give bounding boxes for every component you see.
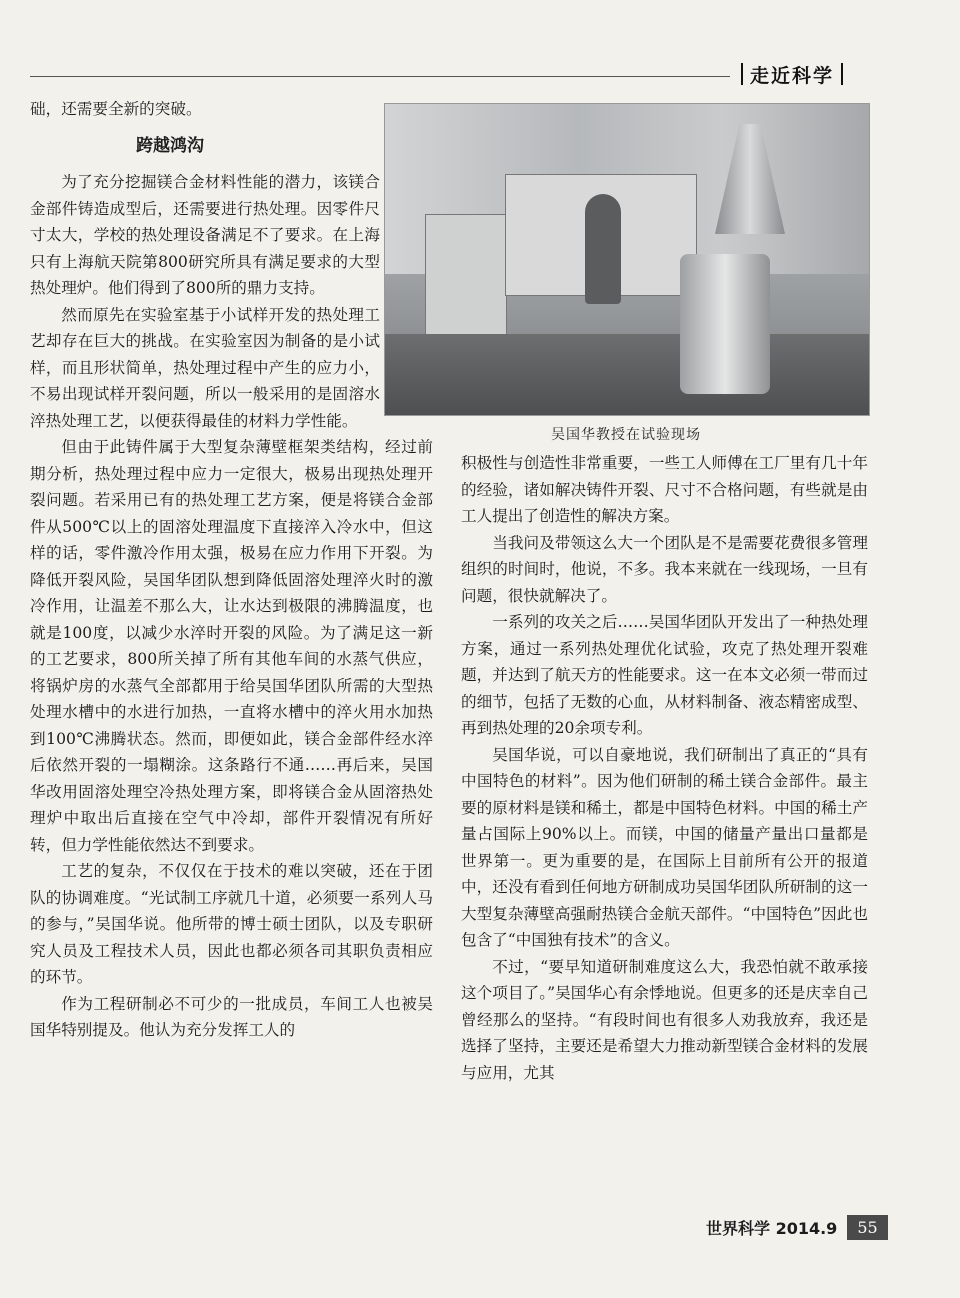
page-number: 55 bbox=[847, 1215, 887, 1240]
tag-bar-left bbox=[741, 63, 743, 85]
magazine-issue: 世界科学 2014.9 bbox=[706, 1218, 838, 1238]
lab-photo bbox=[384, 103, 870, 416]
paragraph: 当我问及带领这么大一个团队是不是需要花费很多管理组织的时间时，他说，不多。我本来就在一线现场，一旦有问题，很快就解决了。 bbox=[461, 533, 868, 605]
page-footer bbox=[706, 1212, 888, 1242]
paragraph: 不过，“要早知道研制难度这么大，我恐怕就不敢承接这个项目了。”吴国华心有余悸地说。但更多的还是庆幸自己曾经那么的坚持。“有段时间也有很多人劝我放弃，我还是选择了坚持，主要还是希望大力推动新型镁合金材料的发展与应用，尤其 bbox=[461, 957, 868, 1082]
paragraph: 但由于此铸件属于大型复杂薄壁框架类结构，经过前期分析，热处理过程中应力一定很大，极易出现热处理开裂问题。若采用已有的热处理工艺方案，便是将镁合金部件从500℃以上的固溶处理温度下直接淬入冷水中，但这样的话，零件激冷作用太强，极易在应力作用下开裂。为降低开裂风险，吴国华团队想到降低固溶处理淬火时的激冷作用，让温差不那么大，让水达到极限的沸腾温度，也就是100度，以减少水淬时开裂的风险。为了满足这一新的工艺要求，800所关掉了所有其他车间的水蒸气供应，将锅炉房的水蒸气全部都用于给吴国华团队所需的大型热处理水槽中的水进行加热，一直将水槽中的淬火用水加热到100℃沸腾状态。然而，即便如此，镁合金部件经水淬后依然开裂的一塌糊涂。这条路行不通……再后来，吴国华改用固溶处理空冷热处理方案，即将镁合金从固溶热处理炉中取出后直接在空气中冷却，部件开裂情况有所好转，但力学性能依然达不到要求。 bbox=[30, 438, 433, 854]
continuation-paragraph: 积极性与创造性非常重要，一些工人师傅在工厂里有几十年的经验，诸如解决铸件开裂、尺寸不合格问题，有些就是由工人提出了创造性的解决方案。 bbox=[461, 454, 868, 525]
photo-caption: 吴国华教授在试验现场 bbox=[551, 427, 701, 443]
paragraph: 工艺的复杂，不仅仅在于技术的难以突破，还在于团队的协调难度。“光试制工序就几十道，必须要一系列人马的参与，”吴国华说。他所带的博士硕士团队，以及专职研究人员及工程技术人员，因此也都必须各司其职负责相应的环节。 bbox=[30, 862, 433, 986]
paragraph: 为了充分挖掘镁合金材料性能的潜力，该镁合金部件铸造成型后，还需要进行热处理。因零件尺寸太大，学校的热处理设备满足不了要求。在上海只有上海航天院第800研究所具有满足要求的大型热处理炉。他们得到了800所的鼎力支持。 bbox=[30, 173, 380, 297]
paragraph: 作为工程研制必不可少的一批成员，车间工人也被吴国华特别提及。他认为充分发挥工人的 bbox=[30, 994, 433, 1039]
wrap-zone bbox=[30, 96, 380, 434]
section-tag-label: 走近科学 bbox=[750, 64, 835, 87]
photo-machine-left bbox=[425, 214, 507, 346]
photo-furnace bbox=[680, 254, 770, 394]
photo-floor bbox=[385, 334, 869, 415]
section-heading: 跨越鸿沟 bbox=[136, 135, 204, 156]
right-column bbox=[461, 450, 868, 1086]
left-column bbox=[30, 96, 433, 1044]
paragraph: 吴国华说，可以自豪地说，我们研制出了真正的“具有中国特色的材料”。因为他们研制的稀土镁合金部件。最主要的原材料是镁和稀土，都是中国特色材料。中国的稀土产量占国际上90%以上。而镁，中国的储量产量出口量都是世界第一。更为重要的是，在国际上目前所有公开的报道中，还没有看到任何地方研制成功吴国华团队所研制的这一大型复杂薄壁高强耐热镁合金航天部件。“中国特色”因此也包含了“中国独有技术”的含义。 bbox=[461, 745, 868, 949]
tag-bar-right bbox=[841, 63, 843, 85]
header-rule bbox=[30, 76, 730, 77]
photo-person bbox=[585, 194, 621, 304]
section-tag bbox=[740, 60, 844, 88]
continuation-paragraph: 础，还需要全新的突破。 bbox=[30, 100, 202, 118]
paragraph: 一系列的攻关之后……吴国华团队开发出了一种热处理方案，通过一系列热处理优化试验，攻克了热处理开裂难题，并达到了航天方的性能要求。这一在本文必须一带而过的细节，包括了无数的心血，从材料制备、液态精密成型、再到热处理的20余项专利。 bbox=[461, 613, 868, 737]
paragraph: 然而原先在实验室基于小试样开发的热处理工艺却存在巨大的挑战。在实验室因为制备的是小试样，而且形状简单，热处理过程中产生的应力小，不易出现试样开裂问题，所以一般采用的是固溶水淬热处理工艺，以便获得最佳的材料力学性能。 bbox=[30, 305, 380, 430]
